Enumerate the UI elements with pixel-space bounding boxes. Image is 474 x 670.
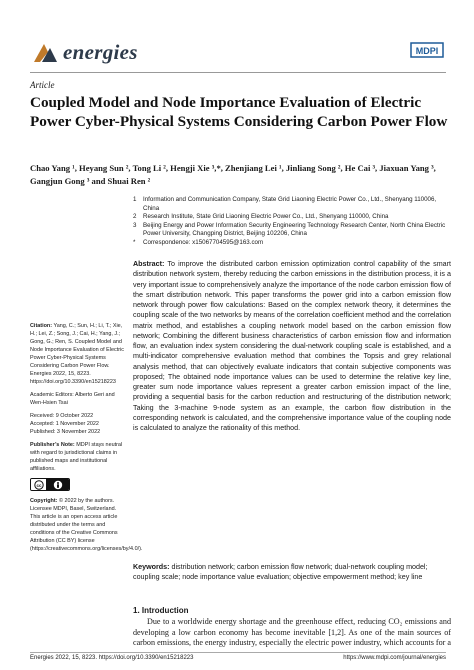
sidebar-info (30, 322, 143, 558)
introduction-paragraph: Due to a worldwide energy shortage and the greenhouse effect, reducing CO₂ emissions and developing a low carbon economy has become inevitable [1,2]. As one of the main sources of carbon emissions, the energy industry, especially the electric power industry, which accounts for a (133, 617, 451, 648)
affiliation-number: 1 (133, 196, 137, 203)
cc-circle-icon (31, 479, 46, 490)
energies-logo-icon (30, 40, 60, 66)
keywords (133, 562, 451, 583)
abstract-label: Abstract: (133, 260, 165, 268)
abstract-text: To improve the distributed carbon emission optimization control capability of the smart distribution network system, thereby reducing the carbon emissions in the distribution process, it is a very important issue to comprehensively analyze the importance of the node carbon emission flow of the smart distribution network. This paper transforms the power grid into a carbon emission flow network through power flow calculations: Based on the complex network theory, it determines the coupling scale of the two networks by means of the correlation coefficient method and the correlation matrix method, and establishes a coupling network model based on the carbon emission flow network; Combining the different business characteristics of carbon emission flow and information flow, an evaluation index system considering the dual-network coupling scale is established, and a multi-indicator comprehensive evaluation method that combines the Topsis and grey relational analysis method, that can objectively evaluate indicators that contain subjective components was proposed; The obtained node importance values can be used to determine the relative key line, greater sum node importance values represent a greater carbon emission impact of the line, providing a sequential basis for the carbon reduction and restructuring of the distribution network; Taking the 3-machine 9-node system as an example, the carbon flow distribution in the corresponding network is calculated, and the comprehensive importance value of the coupling node is calculated to analyze the rationality of this method. (133, 260, 451, 432)
citation-label: Citation: (30, 323, 53, 329)
affiliation-text: Information and Communication Company, State Grid Liaoning Electric Power Co., Ltd., Shenyang 110006, China (143, 196, 437, 212)
mdpi-logo-icon (408, 40, 446, 60)
svg-text:cc: cc (35, 482, 42, 488)
publisher-badge-text: MDPI (415, 46, 439, 56)
accepted-date: Accepted: 1 November 2022 (30, 421, 99, 427)
affiliation-number: 2 (133, 213, 137, 221)
affiliation-number: 3 (133, 221, 137, 229)
published-date: Published: 3 November 2022 (30, 429, 101, 435)
affiliation-number: * (133, 238, 136, 246)
by-person-icon (46, 479, 69, 490)
affiliation-text: Research Institute, State Grid Liaoning Electric Power Co., Ltd., Shenyang 110000, China (143, 213, 389, 221)
affiliation-item (133, 222, 453, 239)
affiliation-item (133, 239, 453, 248)
cc-by-license-icon[interactable] (30, 478, 70, 491)
received-date: Received: 9 October 2022 (30, 413, 94, 419)
publisher-note-label: Publisher’s Note: (30, 442, 75, 448)
keywords-text: distribution network; carbon emission flow network; dual-network coupling model; coupling scale; node importance value evaluation; objective empowerment method; key line (133, 563, 428, 582)
author-list: Chao Yang ¹, Heyang Sun ², Tong Li ², Hengji Xie ³,*, Zhenjiang Lei ¹, Jinliang Song ², He Cai ³, Jiaxuan Yang ³, Gangjun Gong ³ and Shuai Ren ² (30, 163, 436, 186)
footer-journal-link[interactable]: https://www.mdpi.com/journal/energies (343, 655, 446, 661)
introduction-body (133, 617, 451, 650)
keywords-label: Keywords: (133, 563, 170, 571)
article-title: Coupled Model and Node Importance Evaluation of Electric Power Cyber-Physical Systems Considering Carbon Power Flow (30, 94, 448, 130)
affiliation-item (133, 196, 453, 213)
header-divider (30, 72, 446, 73)
section-heading-introduction: 1. Introduction (133, 606, 189, 615)
footer-divider (30, 652, 446, 653)
affiliation-text: Beijing Energy and Power Information Security Engineering Technology Research Center, North China Electric Power University, Changping District, Beijing 102206, China (143, 221, 446, 238)
affiliation-item (133, 213, 453, 222)
footer-citation[interactable]: Energies 2022, 15, 8223. https://doi.org/10.3390/en15218223 (30, 655, 194, 661)
copyright-block (30, 497, 143, 553)
journal-name: energies (63, 40, 138, 64)
article-type: Article (30, 80, 55, 90)
citation-text[interactable]: Yang, C.; Sun, H.; Li, T.; Xie, H.; Lei, Z.; Song, J.; Cai, H.; Yang, J.; Gong, G.; Ren, S. Coupled Model and Node Importance Evaluation of Electric Power Cyber-Physical Systems Considering Carbon Power Flow. Energies 2022, 15, 8223. https://doi.org/10.3390/en15218223 (30, 323, 124, 385)
copyright-label: Copyright: (30, 498, 58, 504)
copyright-text: © 2022 by the authors. Licensee MDPI, Basel, Switzerland. This article is an open access article distributed under the terms and conditions of the Creative Commons Attribution (CC BY) license (https://creativecommons.org/licenses/by/4.0/). (30, 498, 143, 552)
academic-editors: Academic Editors: Alberto Geri and Wen-Hsien Tsai (30, 392, 115, 406)
publisher-note-text: MDPI stays neutral with regard to jurisdictional claims in published maps and institutional affiliations. (30, 442, 123, 472)
introduction-text (133, 617, 451, 650)
correspondence-email[interactable]: Correspondence: x15067704595@163.com (143, 238, 264, 246)
citation-block (30, 322, 125, 386)
publisher-note (30, 441, 125, 473)
abstract (133, 259, 451, 433)
affiliations (133, 196, 453, 248)
